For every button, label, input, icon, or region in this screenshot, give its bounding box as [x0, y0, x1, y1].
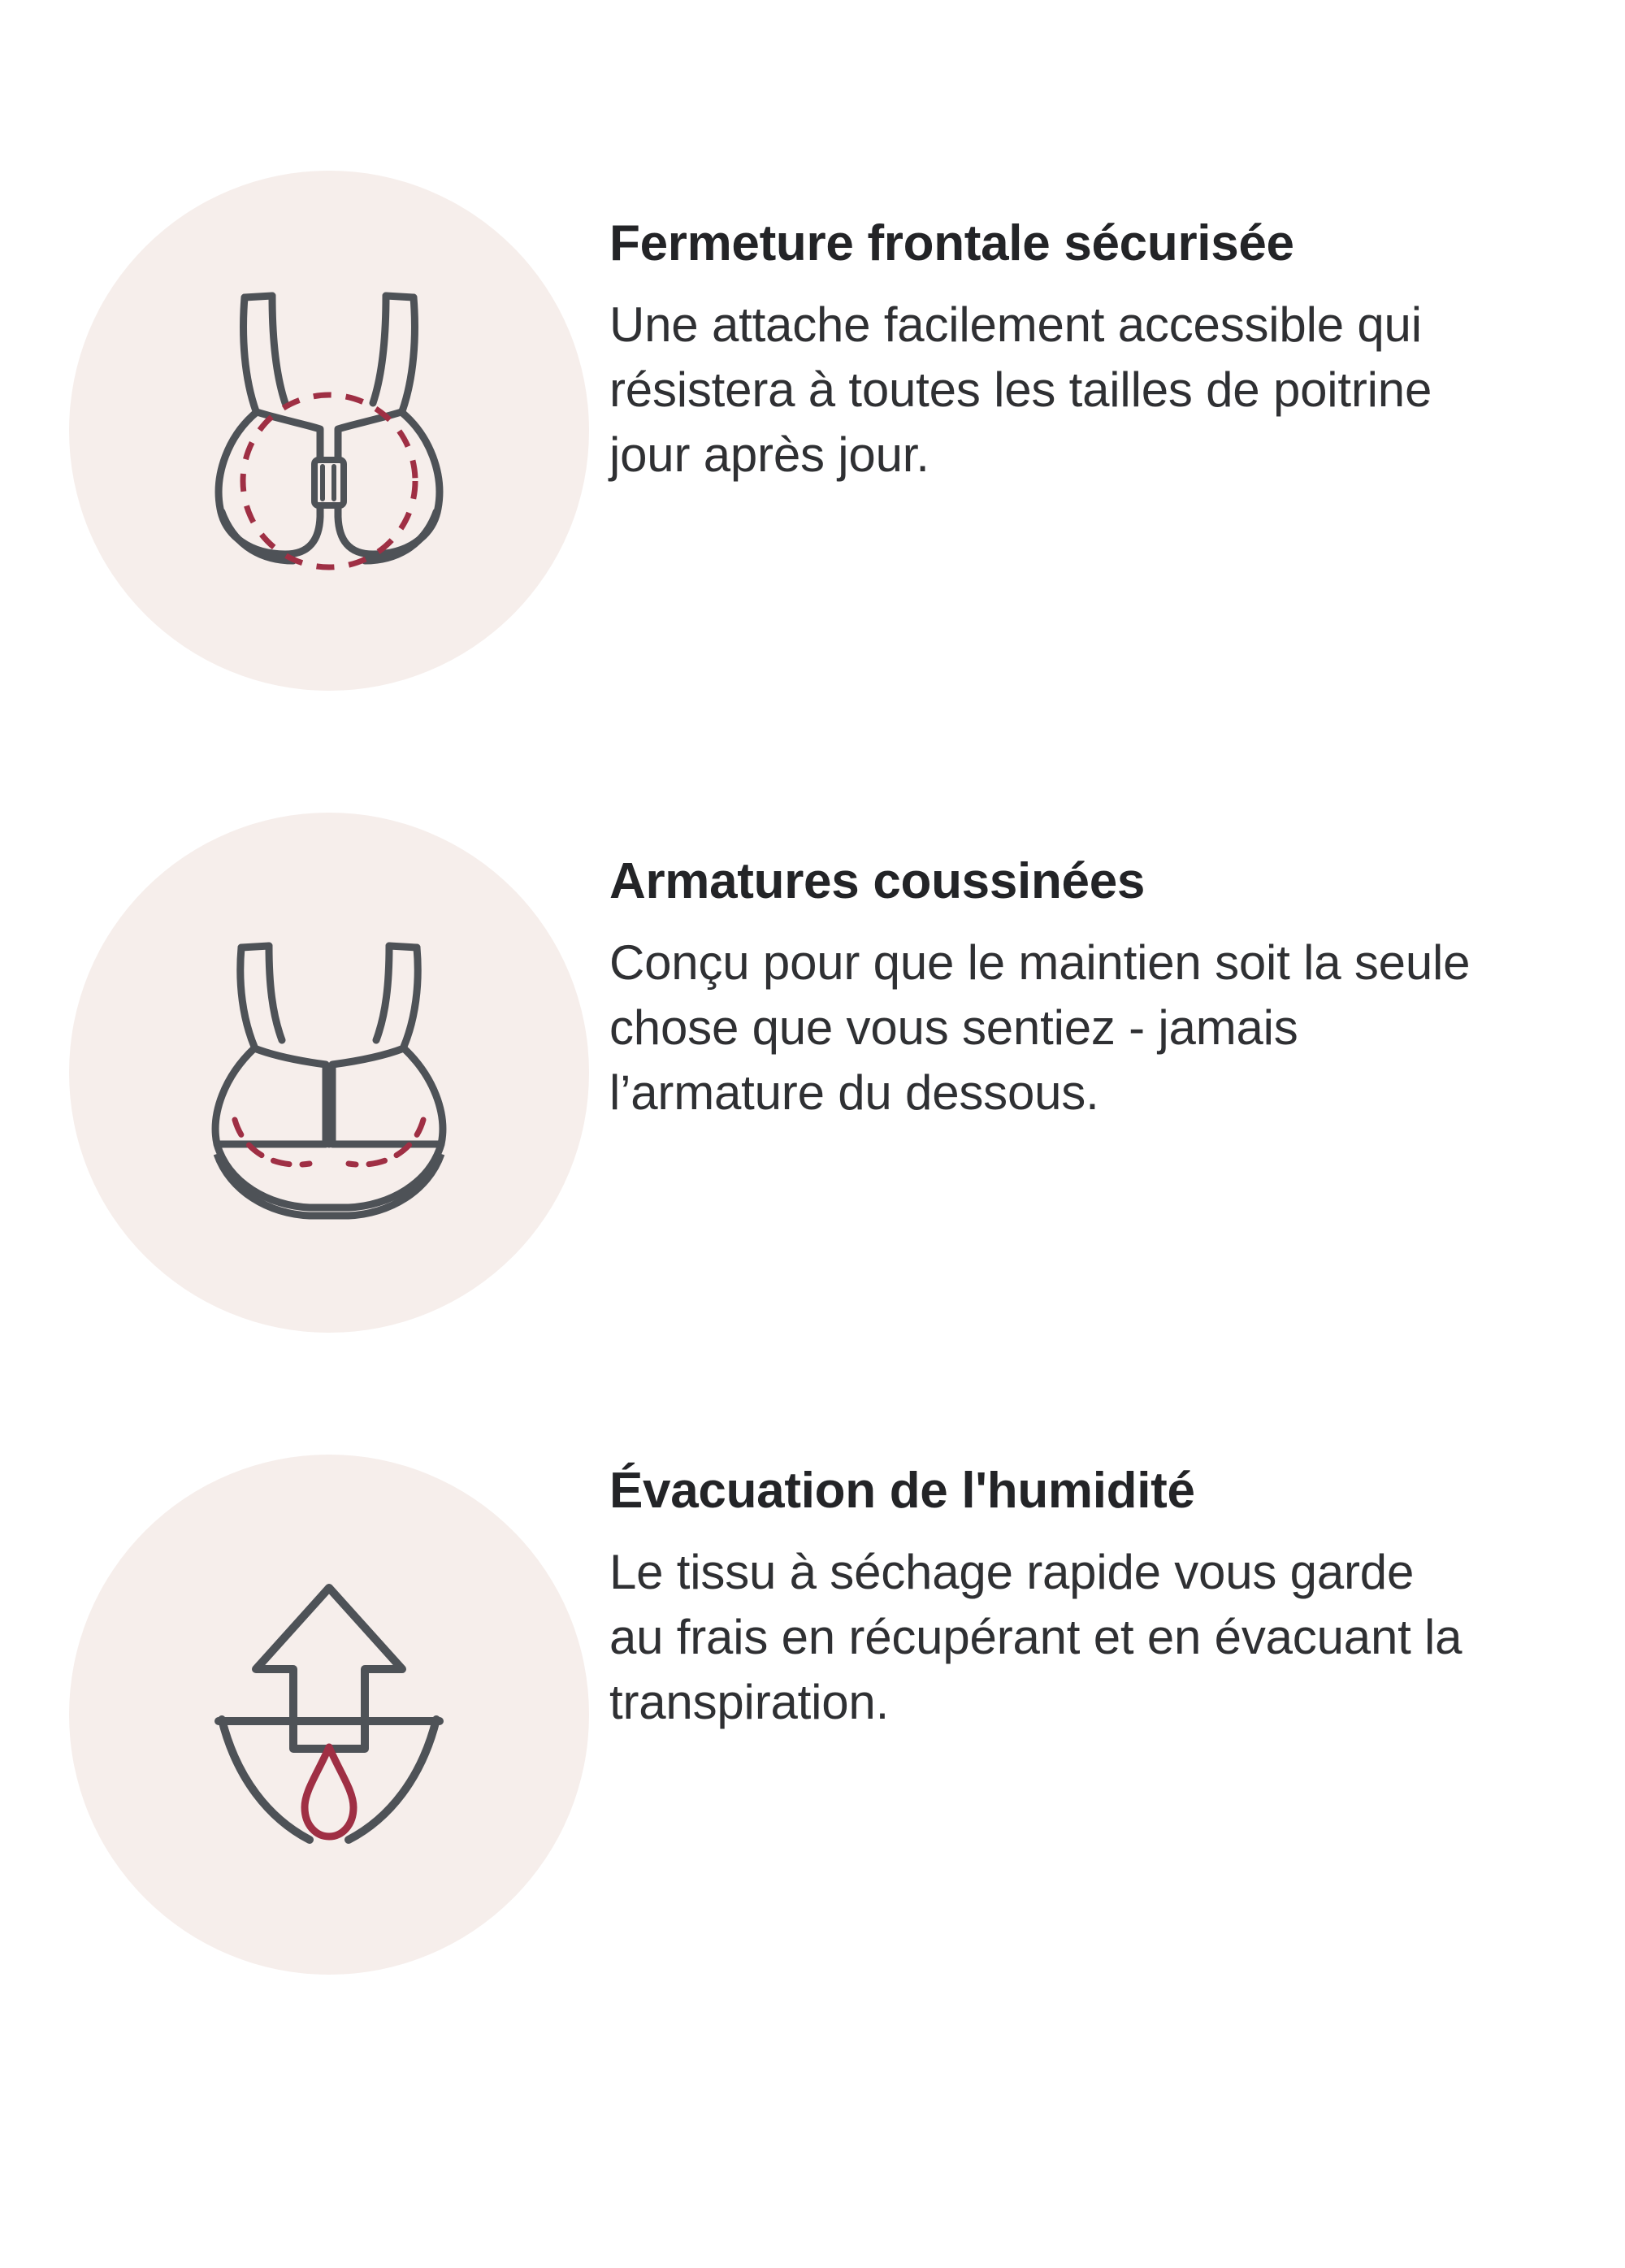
moisture-wicking-arrow-droplet-icon [158, 1560, 500, 1869]
feature-title: Armatures coussinées [609, 853, 1146, 909]
feature-description: Le tissu à séchage rapide vous garde au frais en récupérant et en évacuant la transpiration. [609, 1545, 1462, 1730]
feature-title: Évacuation de l'humidité [609, 1463, 1195, 1519]
icon-circle-background [69, 171, 589, 691]
feature-text-container [609, 171, 1576, 488]
icon-circle-background [69, 1455, 589, 1975]
feature-icon-container [49, 1455, 609, 1975]
feature-icon-container [49, 813, 609, 1333]
feature-text-container [609, 1455, 1576, 1735]
cushioned-underwire-bra-icon [150, 910, 508, 1235]
icon-circle-background [69, 813, 589, 1333]
feature-icon-container [49, 171, 609, 691]
front-closure-bra-icon [150, 268, 508, 593]
feature-item [49, 1455, 1576, 1975]
feature-title: Fermeture frontale sécurisée [609, 215, 1294, 271]
feature-description: Une attache facilement accessible qui résistera à toutes les tailles de poitrine jour après jour. [609, 297, 1432, 483]
feature-description: Conçu pour que le maintien soit la seule chose que vous sentiez - jamais l’armature du dessous. [609, 935, 1471, 1121]
feature-text-container [609, 813, 1576, 1125]
feature-item [49, 171, 1576, 691]
feature-item [49, 813, 1576, 1333]
